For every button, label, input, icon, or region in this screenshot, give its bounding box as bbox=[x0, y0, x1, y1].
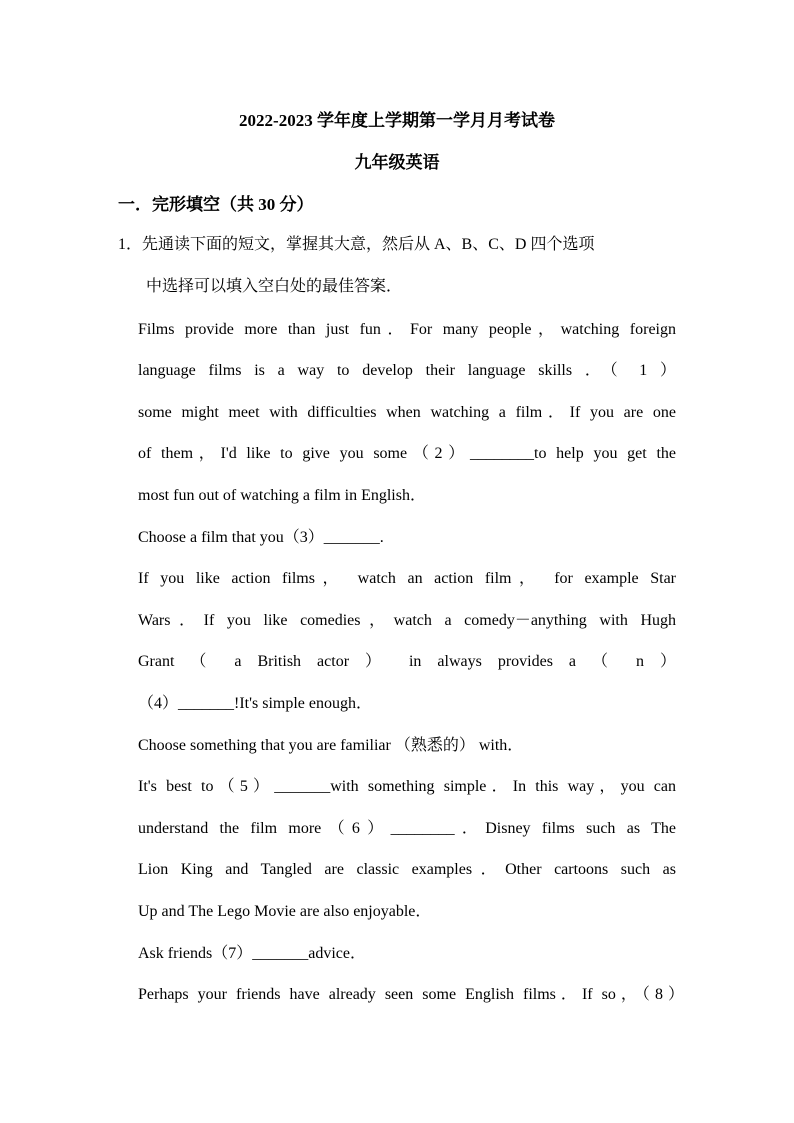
exam-title: 2022-2023 学年度上学期第一学月月考试卷 bbox=[239, 111, 555, 130]
question-instruction-line-2: 中选择可以填入空白处的最佳答案． bbox=[146, 278, 403, 295]
passage-line: Choose something that you are familiar （熟悉的） with． bbox=[138, 737, 524, 754]
passage-line: Grant （ a British actor ） in always provides a （ n ） bbox=[138, 653, 676, 670]
passage-line: Wars．If you like comedies，watch a comedy－anything with Hugh bbox=[138, 612, 676, 629]
passage-line: Perhaps your friends have already seen some English films．If so，（8） bbox=[138, 986, 684, 1003]
section-heading: 一．完形填空（共 30 分） bbox=[118, 195, 314, 214]
passage-line: Lion King and Tangled are classic examples．Other cartoons such as bbox=[138, 861, 676, 878]
question-instruction-line-1: 1．先通读下面的短文，掌握其大意，然后从 A、B、C、D 四个选项 bbox=[118, 236, 595, 253]
passage-line: language films is a way to develop their language skills ．（ 1 ） bbox=[138, 362, 676, 379]
passage-line: some might meet with difficulties when watching a film．If you are one bbox=[138, 404, 676, 421]
passage-line: of them，I'd like to give you some（2）________to help you get the bbox=[138, 445, 676, 462]
passage-line: Choose a film that you（3）_______. bbox=[138, 529, 384, 546]
passage-line: If you like action films， watch an action film， for example Star bbox=[138, 570, 676, 587]
passage-line: understand the film more（6）________．Disney films such as The bbox=[138, 820, 676, 837]
passage-line: （4）_______!It's simple enough． bbox=[138, 695, 372, 712]
passage-line: Films provide more than just fun．For many people，watching foreign bbox=[138, 321, 676, 338]
passage-line: Ask friends（7）_______advice． bbox=[138, 945, 366, 962]
exam-subtitle: 九年级英语 bbox=[354, 153, 440, 172]
passage-line: It's best to（5）_______with something simple．In this way，you can bbox=[138, 778, 676, 795]
passage-line: Up and The Lego Movie are also enjoyable． bbox=[138, 903, 432, 920]
passage-line: most fun out of watching a film in English． bbox=[138, 487, 426, 504]
